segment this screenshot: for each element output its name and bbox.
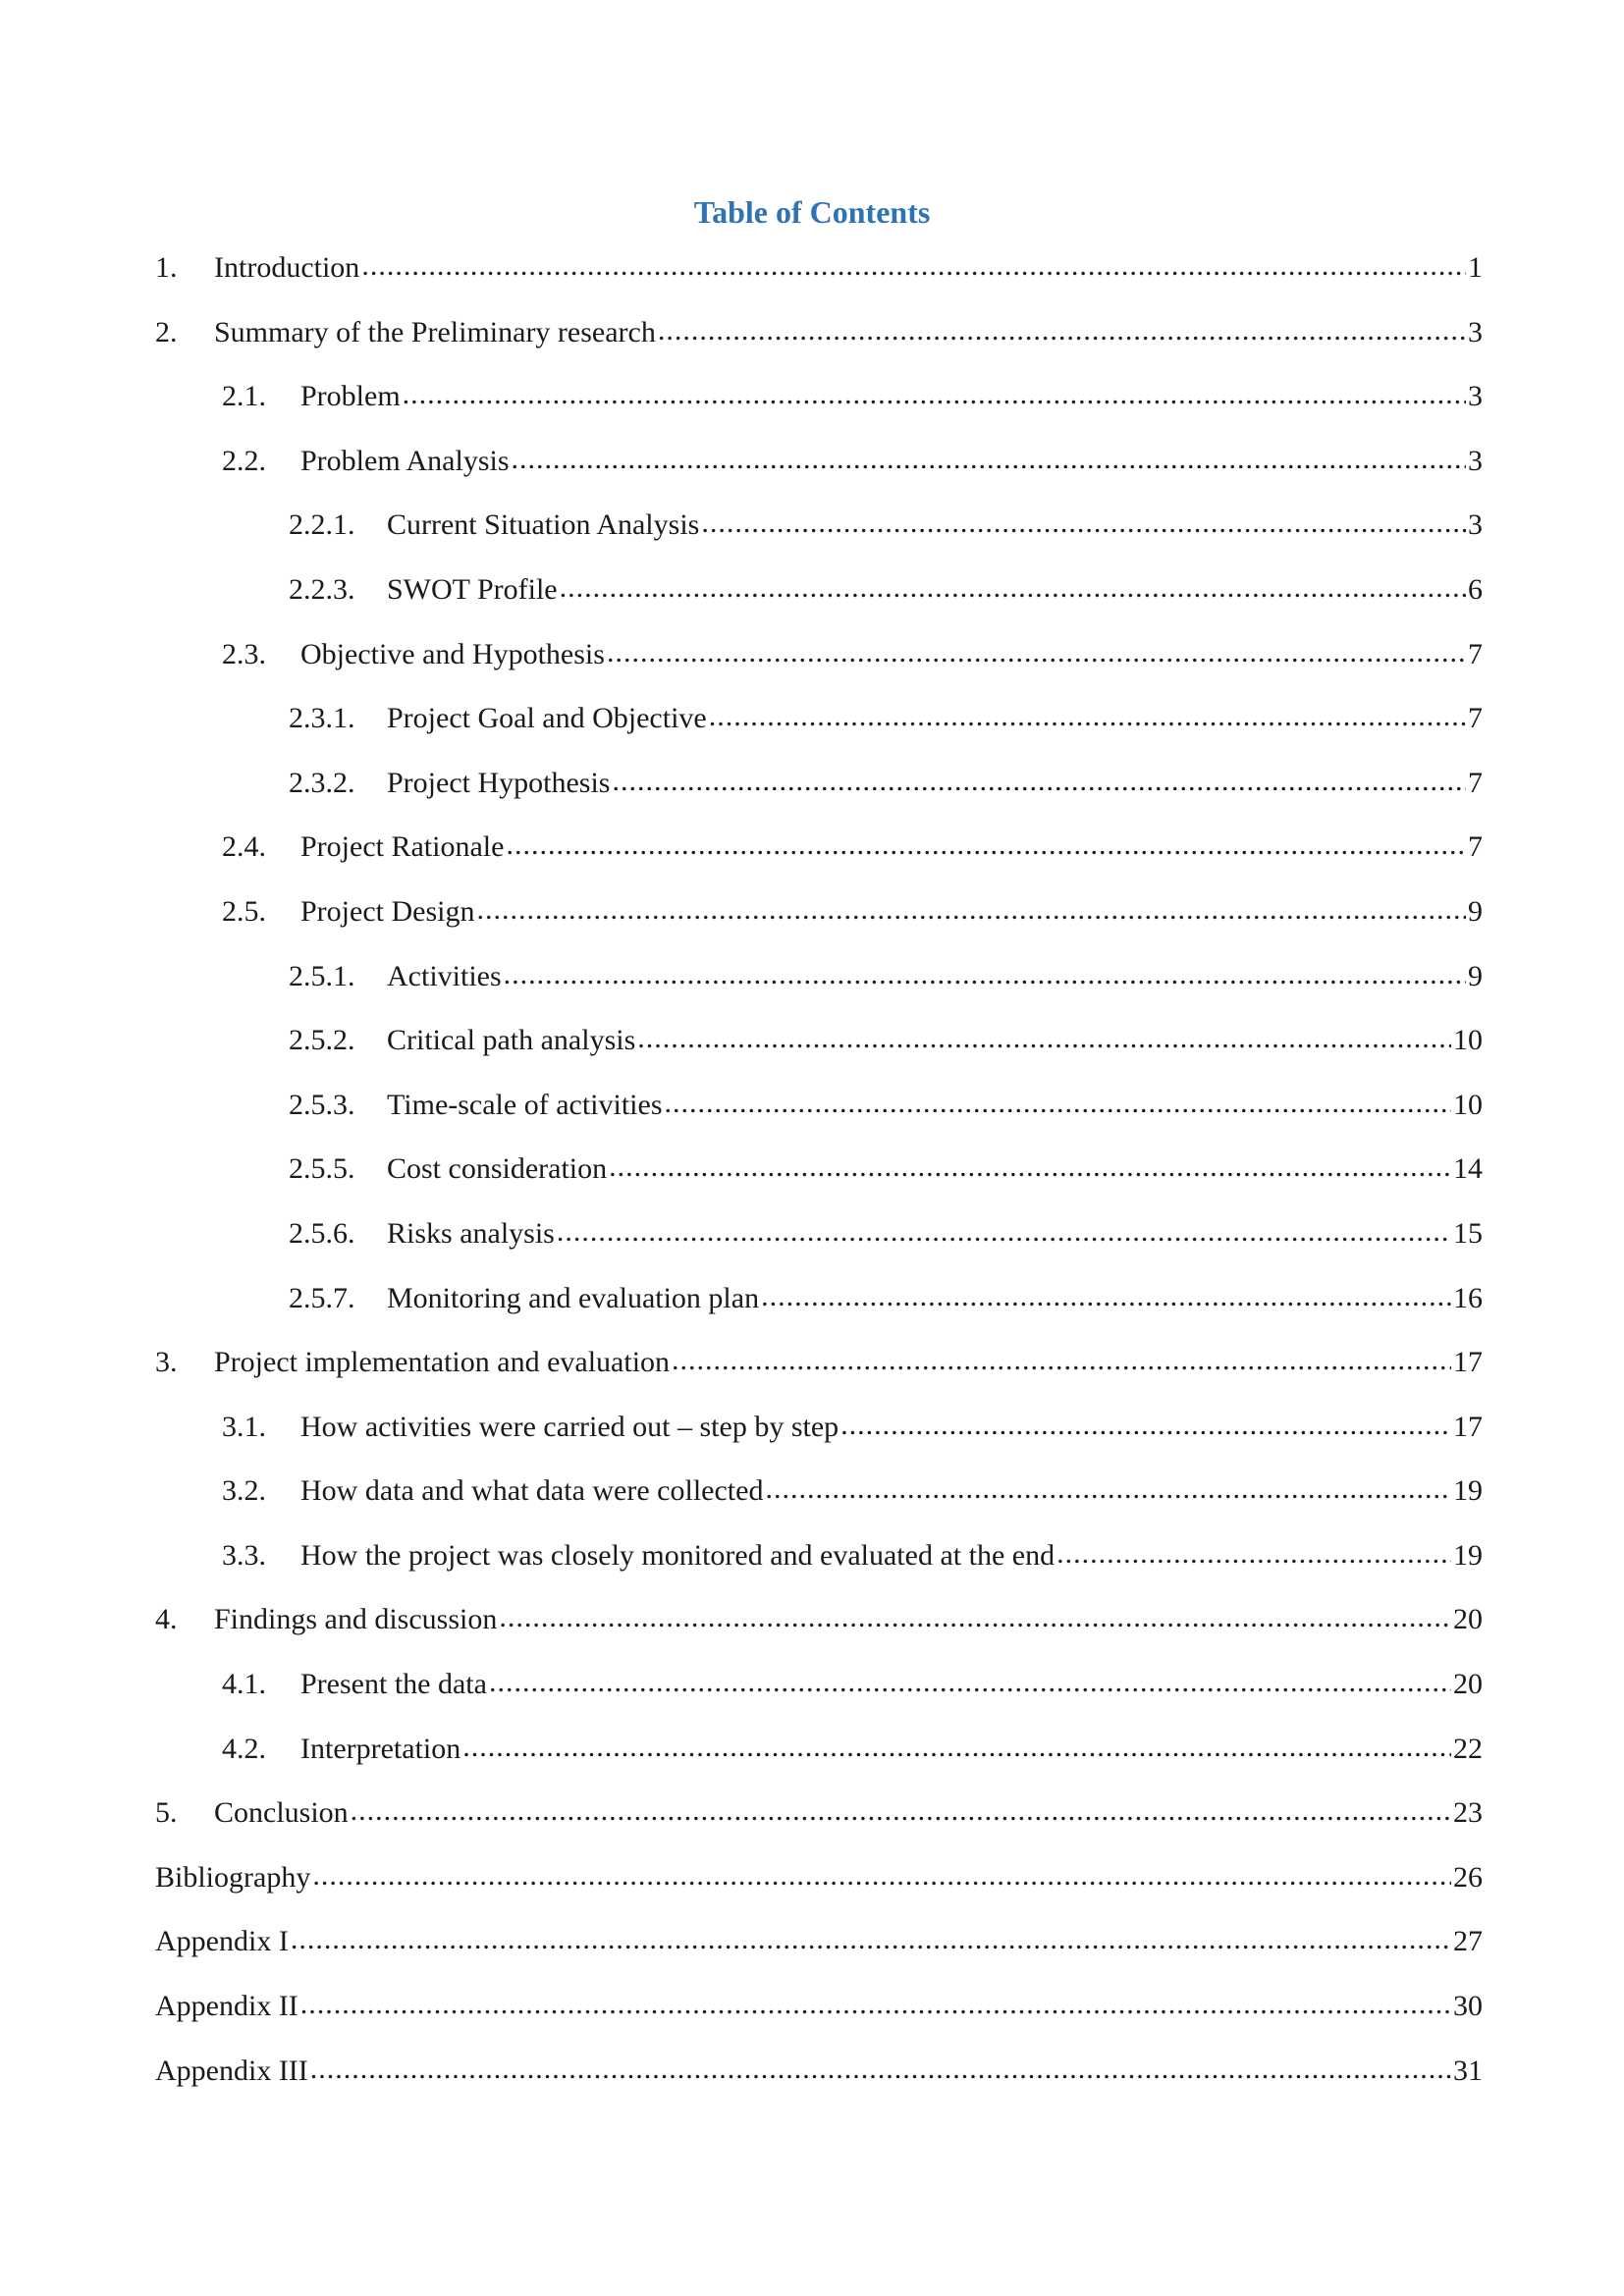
toc-entry-label: Interpretation [300, 1732, 461, 1765]
toc-entry-page-number: 15 [1453, 1216, 1483, 1250]
toc-entry-page-number: 27 [1453, 1925, 1483, 1958]
toc-entry-number: 2.1. [222, 380, 266, 413]
dot-leader [361, 243, 1466, 289]
toc-entry[interactable] [155, 1018, 1483, 1083]
toc-entry[interactable] [155, 1662, 1483, 1727]
dot-leader [310, 2047, 1451, 2092]
toc-entry-page-number: 19 [1453, 1474, 1483, 1508]
toc-entry-label: Cost consideration [387, 1152, 608, 1186]
toc-entry-number: 2.5.5. [289, 1152, 355, 1186]
toc-entry-number: 2.5.2. [289, 1024, 355, 1057]
toc-entry-label: Project Goal and Objective [387, 702, 707, 735]
toc-entry-page-number: 3 [1468, 444, 1483, 477]
dot-leader [512, 437, 1466, 482]
toc-entry-number: 4. [155, 1603, 178, 1636]
toc-entry[interactable] [155, 1597, 1483, 1662]
toc-entry-label: Time-scale of activities [387, 1088, 663, 1121]
toc-entry-page-number: 17 [1453, 1346, 1483, 1379]
toc-entry-label: Problem Analysis [300, 444, 510, 477]
toc-entry-label: Bibliography [155, 1860, 311, 1894]
toc-entry-number: 2.2.3. [289, 572, 355, 606]
toc-entry[interactable] [155, 954, 1483, 1019]
toc-entry[interactable] [155, 1727, 1483, 1791]
dot-leader [665, 1081, 1452, 1126]
toc-entry-page-number: 23 [1453, 1796, 1483, 1830]
dot-leader [765, 1467, 1451, 1512]
dot-leader [291, 1917, 1451, 1962]
dot-leader [612, 759, 1466, 804]
dot-leader [312, 1853, 1451, 1898]
toc-entry[interactable] [155, 632, 1483, 697]
toc-entry[interactable] [155, 1855, 1483, 1920]
toc-entry-label: Critical path analysis [387, 1024, 636, 1057]
toc-entry[interactable] [155, 1533, 1483, 1598]
toc-entry[interactable] [155, 503, 1483, 567]
toc-entry-number: 3.3. [222, 1538, 266, 1572]
dot-leader [557, 1209, 1451, 1255]
toc-entry-number: 2.3.2. [289, 766, 355, 799]
toc-entry-page-number: 10 [1453, 1088, 1483, 1121]
dot-leader [672, 1338, 1451, 1383]
toc-entry-number: 2.3. [222, 637, 266, 670]
toc-entry-number: 1. [155, 251, 178, 284]
toc-entry-page-number: 26 [1453, 1860, 1483, 1894]
toc-entry-number: 2.5. [222, 894, 266, 928]
dot-leader [351, 1789, 1451, 1834]
toc-entry[interactable] [155, 1919, 1483, 1984]
toc-entry[interactable] [155, 1405, 1483, 1469]
dot-leader [489, 1660, 1451, 1705]
toc-entry-page-number: 7 [1468, 637, 1483, 670]
dot-leader [499, 1595, 1451, 1640]
toc-entry-label: Activities [387, 959, 502, 992]
toc-entry-page-number: 20 [1453, 1603, 1483, 1636]
toc-entry-page-number: 9 [1468, 959, 1483, 992]
toc-entry-page-number: 7 [1468, 830, 1483, 864]
toc-entry-page-number: 3 [1468, 380, 1483, 413]
dot-leader [609, 1145, 1451, 1190]
toc-entry-label: Conclusion [214, 1796, 349, 1830]
toc-entry-number: 2.5.1. [289, 959, 355, 992]
toc-entry-page-number: 6 [1468, 572, 1483, 606]
toc-entry-page-number: 31 [1453, 2054, 1483, 2087]
toc-entry-label: Project implementation and evaluation [214, 1346, 671, 1379]
dot-leader [1056, 1531, 1451, 1576]
toc-entry[interactable] [155, 825, 1483, 889]
toc-entry-page-number: 9 [1468, 894, 1483, 928]
dot-leader [403, 372, 1466, 417]
toc-entry[interactable] [155, 1211, 1483, 1276]
toc-entry-number: 3.2. [222, 1474, 266, 1508]
toc-entry-label: Monitoring and evaluation plan [387, 1281, 760, 1314]
toc-entry[interactable] [155, 1790, 1483, 1855]
dot-leader [840, 1403, 1451, 1448]
toc-entry[interactable] [155, 1984, 1483, 2049]
toc-entry-number: 2.2. [222, 444, 266, 477]
toc-entry-label: Project Rationale [300, 830, 505, 864]
toc-entry-number: 3. [155, 1346, 178, 1379]
toc-entry-page-number: 7 [1468, 766, 1483, 799]
toc-entry[interactable] [155, 696, 1483, 761]
toc-entry-label: Findings and discussion [214, 1603, 498, 1636]
toc-entry-number: 4.2. [222, 1732, 266, 1765]
toc-entry-label: Risks analysis [387, 1216, 555, 1250]
dot-leader [607, 630, 1466, 675]
toc-entry[interactable] [155, 1147, 1483, 1211]
dot-leader [701, 501, 1466, 546]
toc-entry-label: How activities were carried out – step by step [300, 1410, 839, 1443]
dot-leader [504, 952, 1466, 997]
dot-leader [560, 565, 1466, 611]
toc-entry-label: Project Hypothesis [387, 766, 611, 799]
dot-leader [506, 823, 1466, 868]
toc-entry[interactable] [155, 2049, 1483, 2113]
toc-entry[interactable] [155, 761, 1483, 826]
toc-list [155, 245, 1483, 2112]
toc-entry[interactable] [155, 439, 1483, 504]
toc-entry-page-number: 30 [1453, 1990, 1483, 2023]
dot-leader [300, 1982, 1451, 2027]
toc-entry-page-number: 10 [1453, 1024, 1483, 1057]
toc-entry-label: How data and what data were collected [300, 1474, 764, 1508]
dot-leader [476, 887, 1466, 933]
toc-entry-page-number: 16 [1453, 1281, 1483, 1314]
toc-entry[interactable] [155, 1340, 1483, 1405]
toc-entry-number: 2.5.3. [289, 1088, 355, 1121]
toc-title: Table of Contents [693, 194, 931, 230]
toc-entry-label: Summary of the Preliminary research [214, 315, 656, 348]
toc-entry-page-number: 7 [1468, 702, 1483, 735]
toc-entry-number: 3.1. [222, 1410, 266, 1443]
dot-leader [709, 694, 1466, 739]
toc-entry-label: SWOT Profile [387, 572, 558, 606]
toc-entry[interactable] [155, 1468, 1483, 1533]
toc-entry-label: Appendix III [155, 2054, 308, 2087]
toc-entry-page-number: 14 [1453, 1152, 1483, 1186]
toc-entry-label: How the project was closely monitored and evaluated at the end [300, 1538, 1056, 1572]
toc-entry-label: Objective and Hypothesis [300, 637, 605, 670]
toc-entry-number: 2.5.6. [289, 1216, 355, 1250]
toc-entry-number: 2.2.1. [289, 508, 355, 542]
toc-entry-number: 2.5.7. [289, 1281, 355, 1314]
dot-leader [462, 1725, 1451, 1770]
toc-entry[interactable] [155, 1276, 1483, 1341]
toc-entry-number: 2. [155, 315, 178, 348]
toc-entry[interactable] [155, 889, 1483, 954]
dot-leader [637, 1016, 1451, 1061]
toc-entry-label: Problem [300, 380, 401, 413]
toc-entry-number: 4.1. [222, 1668, 266, 1701]
toc-entry-label: Appendix II [155, 1990, 298, 2023]
toc-entry[interactable] [155, 374, 1483, 439]
toc-entry-page-number: 1 [1468, 251, 1483, 284]
dot-leader [761, 1274, 1451, 1319]
toc-entry-label: Current Situation Analysis [387, 508, 700, 542]
toc-entry-label: Present the data [300, 1668, 487, 1701]
toc-entry-page-number: 3 [1468, 315, 1483, 348]
toc-entry[interactable] [155, 1083, 1483, 1148]
toc-entry[interactable] [155, 567, 1483, 632]
toc-entry-page-number: 3 [1468, 508, 1483, 542]
toc-entry-label: Appendix I [155, 1925, 289, 1958]
toc-entry[interactable] [155, 245, 1483, 310]
toc-entry-number: 5. [155, 1796, 178, 1830]
toc-entry-label: Project Design [300, 894, 475, 928]
toc-entry-number: 2.3.1. [289, 702, 355, 735]
toc-entry-label: Introduction [214, 251, 360, 284]
toc-entry[interactable] [155, 310, 1483, 375]
dot-leader [658, 308, 1466, 353]
toc-entry-page-number: 20 [1453, 1668, 1483, 1701]
toc-entry-page-number: 19 [1453, 1538, 1483, 1572]
toc-entry-page-number: 22 [1453, 1732, 1483, 1765]
toc-entry-number: 2.4. [222, 830, 266, 864]
toc-entry-page-number: 17 [1453, 1410, 1483, 1443]
